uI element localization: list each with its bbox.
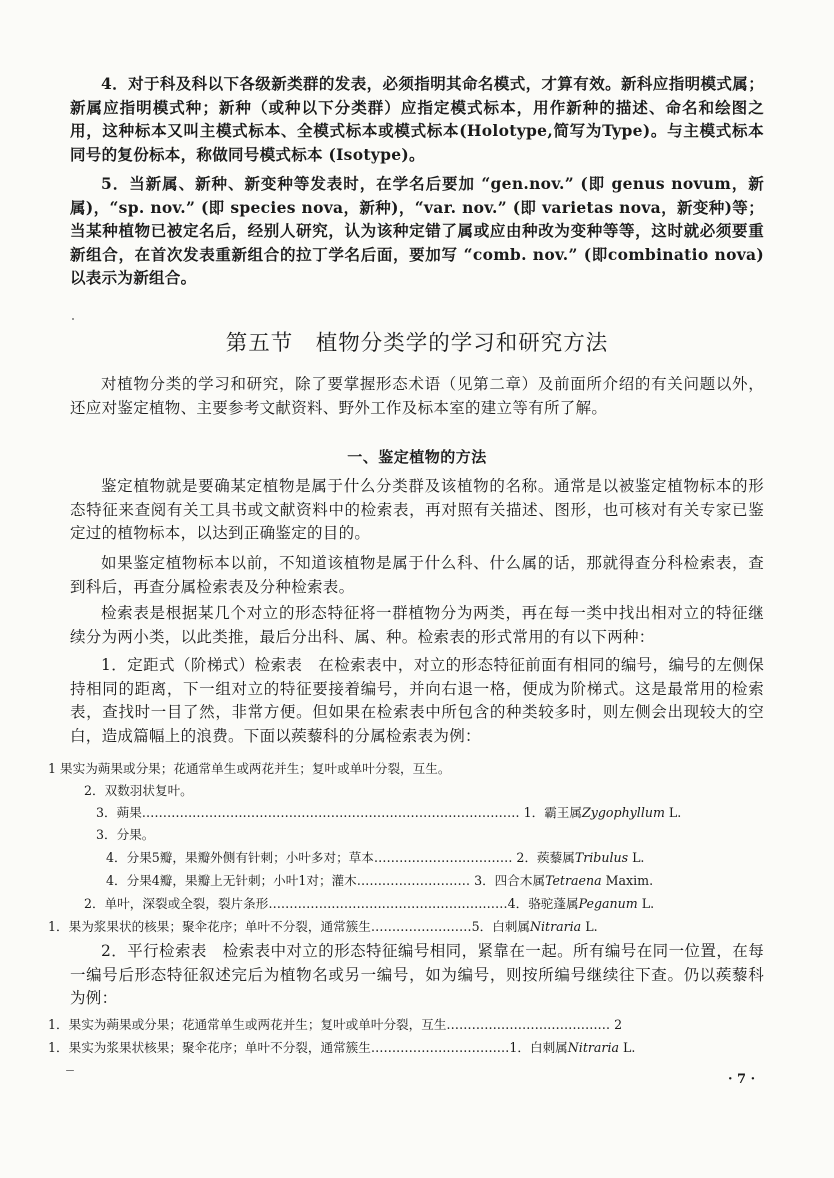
scan-speck <box>72 318 74 320</box>
page-number: · 7 · <box>728 1072 756 1087</box>
paragraph-parallel-key: 2．平行检索表 检索表中对立的形态特征编号相同，紧靠在一起。所有编号在同一位置，在每一编号后形态特征叙述完后为植物名或另一编号，如为编号，则按所编号继续往下查。仍以蒺藜科为例： <box>70 942 764 1007</box>
key1-line: 4．分果5瓣，果瓣外侧有针刺；小叶多对；草本…………………………… 2．蒺藜属Tribulus L. <box>106 850 645 865</box>
key1-line: 3．分果。 <box>96 827 155 842</box>
key2-line: 1．果实为蒴果或分果；花通常单生或两花并生；复叶或单叶分裂，互生………………………………… 2 <box>48 1017 623 1032</box>
key1-line: 2．单叶，深裂或全裂，裂片条形…………………………………………………4．骆驼蓬属Peganum L. <box>84 896 655 911</box>
key1-line: 2．双数羽状复叶。 <box>84 783 193 798</box>
subsection-title: 一、鉴定植物的方法 <box>347 448 487 466</box>
paragraph-family-key: 如果鉴定植物标本以前，不知道该植物是属于什么科、什么属的话，那就得查分科检索表，查到科后，再查分属检索表及分种检索表。 <box>70 554 764 596</box>
section-title: 第五节 植物分类学的学习和研究方法 <box>225 331 609 356</box>
paragraph-indented-key: 1．定距式（阶梯式）检索表 在检索表中，对立的形态特征前面有相同的编号，编号的左侧保持相同的距离，下一组对立的特征要接着编号，并向右退一格，便成为阶梯式。这是最常用的检索表，查找时一目了然，非常方便。但如果在检索表中所包含的种类较多时，则左侧会出现较大的空白，造成篇幅上的浪费。下面以蒺藜科的分属检索表为例： <box>70 656 764 745</box>
key1-line: 3．蒴果……………………………………………………………………………… 1．霸王属Zygophyllum L. <box>96 805 682 820</box>
paragraph-intro: 对植物分类的学习和研究，除了要掌握形态术语（见第二章）及前面所介绍的有关问题以外，还应对鉴定植物、主要参考文献资料、野外工作及标本室的建立等有所了解。 <box>70 375 764 417</box>
paragraph-key-definition: 检索表是根据某几个对立的形态特征将一群植物分为两类，再在每一类中找出相对立的特征继续分为两小类，以此类推，最后分出科、属、种。检索表的形式常用的有以下两种： <box>70 604 764 646</box>
key1-line: 1 果实为蒴果或分果；花通常单生或两花并生；复叶或单叶分裂，互生。 <box>48 761 451 776</box>
key2-line: 1．果实为浆果状核果；聚伞花序；单叶不分裂，通常簇生……………………………1．白刺属Nitraria L. <box>48 1040 636 1055</box>
paragraph-identification: 鉴定植物就是要确某定植物是属于什么分类群及该植物的名称。通常是以被鉴定植物标本的形态特征来查阅有关工具书或文献资料中的检索表，再对照有关描述、图形，也可核对有关专家已鉴定过的植物标本，以达到正确鉴定的目的。 <box>70 477 764 542</box>
scan-speck <box>66 1070 74 1071</box>
paragraph-new-taxa-notation: 5．当新属、新种、新变种等发表时，在学名后要加 “gen.nov.” (即 genus novum，新属)，“sp. nov.” (即 species nova，新种)，“var. nov.” (即 varietas nova，新变种)等；当某种植物已被定名后，经别人研究，认为该种定错了属或应由种改为变种等等，这时就必须要重新组合，在首次发表重新组合的拉丁学名后面，要加写 “comb. nov.” (即combinatio nova) 以表示为新组合。 <box>70 174 764 287</box>
key1-line: 4．分果4瓣，果瓣上无针刺；小叶1对；灌木……………………… 3．四合木属Tetraena Maxim. <box>106 873 654 888</box>
paragraph-type-specimen: 4．对于科及科以下各级新类群的发表，必须指明其命名模式，才算有效。新科应指明模式属；新属应指明模式种；新种（或种以下分类群）应指定模式标本，用作新种的描述、命名和绘图之用，这种标本又叫主模式标本、全模式标本或模式标本(Holotype,简写为Type)。与主模式标本同号的复份标本，称做同号模式标本 (Isotype)。 <box>70 74 764 164</box>
key1-line: 1．果为浆果状的核果；聚伞花序；单叶不分裂，通常簇生……………………5．白刺属Nitraria L. <box>48 919 598 934</box>
